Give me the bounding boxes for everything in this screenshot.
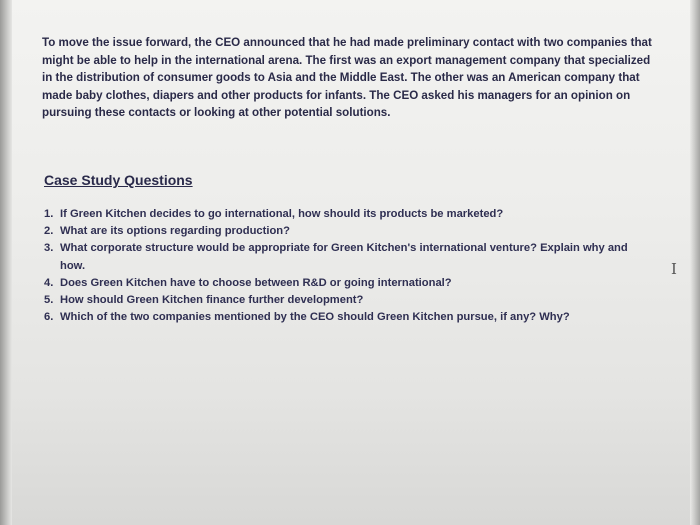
question-item	[44, 309, 684, 326]
question-text: If Green Kitchen decides to go international, how should its products be marketed?	[60, 208, 504, 220]
question-text: What corporate structure would be appropriate for Green Kitchen's international venture? Explain why and	[60, 242, 628, 255]
question-list	[44, 206, 684, 326]
question-number: 5.	[44, 294, 54, 307]
intro-line: made baby clothes, diapers and other products for infants. The CEO asked his managers for an opinion on	[42, 88, 631, 102]
question-number: 6.	[44, 311, 54, 324]
question-item	[44, 292, 684, 309]
question-number: 4.	[44, 276, 54, 289]
text-cursor-icon: I	[671, 260, 677, 278]
question-text: Does Green Kitchen have to choose between R&D or going international?	[60, 276, 452, 289]
question-text-continued: how.	[60, 259, 86, 272]
question-text: What are its options regarding production?	[60, 225, 290, 238]
question-text: How should Green Kitchen finance further development?	[60, 294, 364, 307]
monitor-bezel-right	[690, 0, 700, 525]
question-number: 1.	[44, 208, 54, 220]
question-text: Which of the two companies mentioned by the CEO should Green Kitchen pursue, if any? Why?	[60, 311, 570, 324]
question-number: 3.	[44, 242, 54, 255]
intro-paragraph	[42, 34, 690, 122]
intro-line: pursuing these contacts or looking at other potential solutions.	[42, 106, 391, 120]
document-page[interactable]	[12, 0, 690, 525]
question-item	[44, 223, 684, 240]
question-item	[44, 275, 684, 292]
question-item	[44, 206, 684, 223]
question-item	[44, 240, 684, 274]
monitor-bezel-left	[0, 0, 12, 525]
intro-line: in the distribution of consumer goods to Asia and the Middle East. The other was an American company that	[42, 71, 640, 85]
intro-line: To move the issue forward, the CEO announced that he had made preliminary contact with two companies that	[42, 36, 652, 49]
question-number: 2.	[44, 225, 54, 238]
section-heading: Case Study Questions	[44, 172, 193, 188]
intro-line: might be able to help in the international arena. The first was an export management company that specialized	[42, 53, 651, 67]
